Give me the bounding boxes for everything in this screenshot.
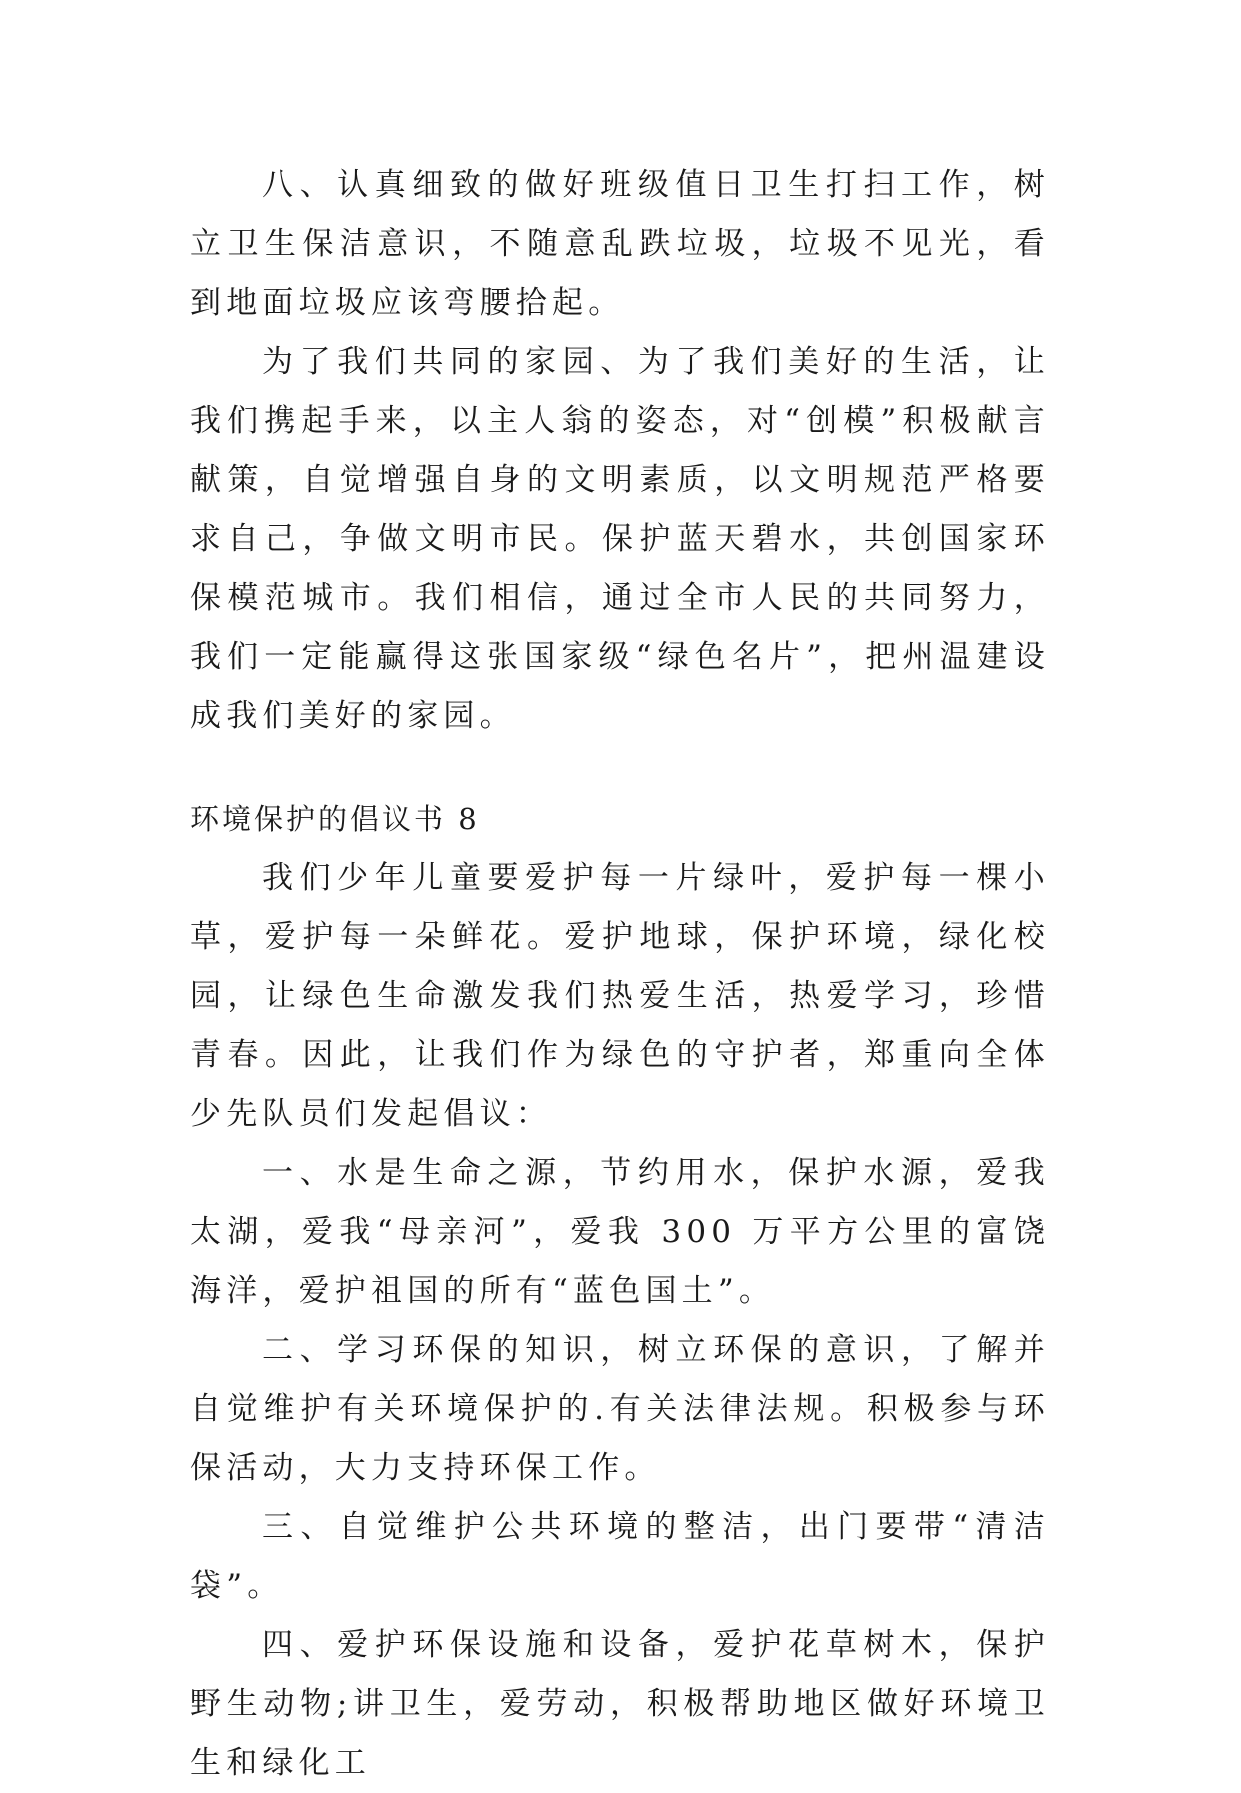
section-gap — [190, 746, 1050, 790]
paragraph-item-one: 一、水是生命之源，节约用水，保护水源，爱我太湖，爱我“母亲河”，爱我 300 万平方公里的富饶海洋，爱护祖国的所有“蓝色国土”。 — [190, 1155, 1050, 1309]
paragraph-intro: 我们少年儿童要爱护每一片绿叶，爱护每一棵小草，爱护每一朵鲜花。爱护地球，保护环境，绿化校园，让绿色生命激发我们热爱生活，热爱学习，珍惜青春。因此，让我们作为绿色的守护者，郑重向全体少先队员们发起倡议： — [190, 860, 1050, 1132]
document-page — [190, 156, 1050, 1793]
paragraph-item-four: 四、爱护环保设施和设备，爱护花草树木，保护野生动物;讲卫生，爱劳动，积极帮助地区做好环境卫生和绿化工 — [190, 1627, 1050, 1781]
paragraph-item-eight: 八、认真细致的做好班级值日卫生打扫工作，树立卫生保洁意识，不随意乱跌垃圾，垃圾不见光，看到地面垃圾应该弯腰拾起。 — [190, 167, 1050, 321]
paragraph-item-two: 二、学习环保的知识，树立环保的意识，了解并自觉维护有关环境保护的.有关法律法规。积极参与环保活动，大力支持环保工作。 — [190, 1332, 1050, 1486]
paragraph-closing-appeal: 为了我们共同的家园、为了我们美好的生活，让我们携起手来，以主人翁的姿态，对“创模”积极献言献策，自觉增强自身的文明素质，以文明规范严格要求自己，争做文明市民。保护蓝天碧水，共创国家环保模范城市。我们相信，通过全市人民的共同努力，我们一定能赢得这张国家级“绿色名片”，把州温建设成我们美好的家园。 — [190, 344, 1050, 734]
section-heading: 环境保护的倡议书 8 — [190, 802, 480, 836]
paragraph-item-three: 三、自觉维护公共环境的整洁，出门要带“清洁袋”。 — [190, 1509, 1050, 1604]
